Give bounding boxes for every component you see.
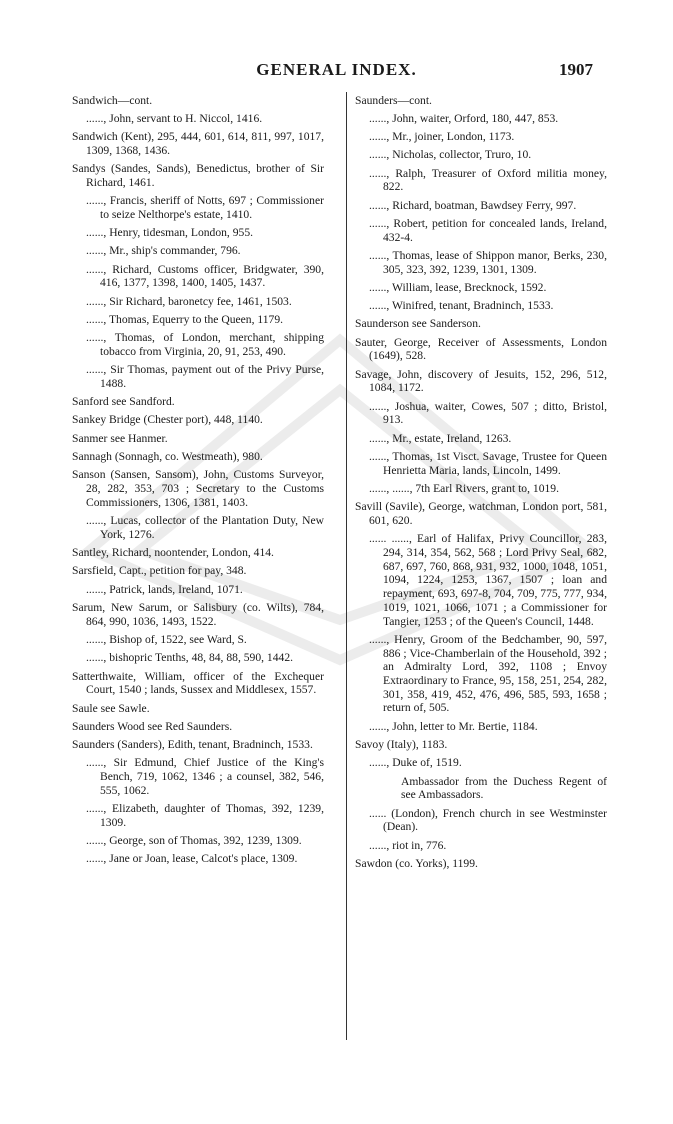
index-entry: Sarum, New Sarum, or Salisbury (co. Wilts), 784, 864, 990, 1036, 1493, 1522.	[72, 600, 324, 628]
index-entry: Sankey Bridge (Chester port), 448, 1140.	[72, 413, 263, 427]
index-subentry: ......, Winifred, tenant, Bradninch, 1533.	[369, 299, 554, 313]
index-subentry: ......, William, lease, Brecknock, 1592.	[369, 280, 547, 294]
index-entry: Sanford see Sandford.	[72, 395, 175, 409]
index-entry: Sawdon (co. Yorks), 1199.	[355, 856, 478, 870]
index-subentry: ......, Thomas, 1st Visct. Savage, Trustee for Queen Henrietta Maria, lands, Lincoln, 1499.	[369, 450, 607, 477]
index-subentry: ......, ......, 7th Earl Rivers, grant to, 1019.	[369, 482, 559, 496]
index-subentry: ......, Thomas, of London, merchant, shipping tobacco from Virginia, 20, 91, 253, 490.	[86, 331, 324, 358]
index-subentry: ......, Richard, boatman, Bawdsey Ferry, 997.	[369, 198, 577, 212]
index-subentry: ......, Bishop of, 1522, see Ward, S.	[86, 632, 247, 646]
continuation-heading: Sandwich—cont.	[72, 94, 153, 107]
index-subentry: ......, George, son of Thomas, 392, 1239, 1309.	[86, 834, 302, 848]
index-subentry: ......, Henry, Groom of the Bedchamber, 90, 597, 886 ; Vice-Chamberlain of the Household, 392 ; an Admiralty Lord, 392, 1108 ; Envoy Extraordinary to France, 95, 158, 251, 254, 282, 301, 358, 419, 452, 476, 496, 585, 593, 1658 ; return of, 505.	[369, 632, 607, 715]
index-entry: Saunders Wood see Red Saunders.	[72, 719, 233, 733]
index-subentry: ......, Robert, petition for concealed lands, Ireland, 432-4.	[369, 216, 607, 244]
index-entry: Sanson (Sansen, Sansom), John, Customs Surveyor, 28, 282, 353, 703 ; Secretary to the Customs Commissioners, 1306, 1381, 1403.	[72, 468, 324, 509]
index-subentry: ......, Sir Thomas, payment out of the Privy Purse, 1488.	[86, 363, 324, 390]
index-entry: Sarsfield, Capt., petition for pay, 348.	[72, 564, 247, 578]
index-entry: Sauter, George, Receiver of Assessments, London (1649), 528.	[355, 335, 607, 363]
index-entry: Savage, John, discovery of Jesuits, 152, 296, 512, 1084, 1172.	[355, 367, 607, 395]
running-header-title: GENERAL INDEX.	[256, 60, 417, 79]
index-subentry: ......, Elizabeth, daughter of Thomas, 392, 1239, 1309.	[86, 802, 324, 829]
index-subentry: ......, riot in, 776.	[369, 838, 447, 852]
index-subentry: ......, Sir Edmund, Chief Justice of the King's Bench, 719, 1062, 1346 ; a counsel, 382, 546, 555, 1062.	[86, 756, 324, 797]
index-subentry: ......, Richard, Customs officer, Bridgwater, 390, 416, 1377, 1398, 1400, 1405, 1437.	[86, 262, 324, 290]
index-subentry: ......, Lucas, collector of the Plantation Duty, New York, 1276.	[86, 514, 324, 541]
index-subentry: ......, Ralph, Treasurer of Oxford militia money, 822.	[369, 166, 607, 194]
right-index-column	[355, 94, 607, 875]
index-subentry: ......, John, servant to H. Niccol, 1416.	[86, 111, 263, 125]
index-subentry: ......, Patrick, lands, Ireland, 1071.	[86, 582, 243, 596]
index-subentry: ......, Nicholas, collector, Truro, 10.	[369, 148, 532, 162]
index-entry: Sandys (Sandes, Sands), Benedictus, brother of Sir Richard, 1461.	[72, 162, 324, 189]
continuation-heading: Saunders—cont.	[355, 94, 432, 107]
index-subentry: ......, bishopric Tenths, 48, 84, 88, 590, 1442.	[86, 651, 294, 665]
index-entry: Sanmer see Hanmer.	[72, 431, 168, 445]
index-subentry: ......, John, waiter, Orford, 180, 447, 853.	[369, 111, 559, 125]
index-entry: Saunderson see Sanderson.	[355, 317, 481, 331]
index-entry: Sandwich (Kent), 295, 444, 601, 614, 811, 997, 1017, 1309, 1368, 1436.	[72, 130, 324, 157]
index-subentry: ......, Duke of, 1519.	[369, 756, 462, 770]
index-subentry: Ambassador from the Duchess Regent of see Ambassadors.	[401, 774, 607, 802]
index-subentry: ......, John, letter to Mr. Bertie, 1184.	[369, 719, 538, 733]
index-subentry: ......, Thomas, lease of Shippon manor, Berks, 230, 305, 323, 392, 1239, 1301, 1309.	[369, 248, 607, 276]
left-index-column	[72, 94, 324, 871]
index-subentry: ......, Henry, tidesman, London, 955.	[86, 226, 254, 239]
page-number: 1907	[559, 60, 593, 79]
index-subentry: ......, Sir Richard, baronetcy fee, 1461, 1503.	[86, 294, 292, 308]
index-entry: Satterthwaite, William, officer of the Exchequer Court, 1540 ; lands, Sussex and Middlesex, 1557.	[72, 669, 324, 697]
index-subentry: ......, Francis, sheriff of Notts, 697 ; Commissioner to seize Nelthorpe's estate, 1410.	[86, 194, 324, 221]
index-subentry: ...... (London), French church in see Westminster (Dean).	[369, 806, 607, 834]
index-subentry: ......, Mr., joiner, London, 1173.	[369, 130, 515, 143]
index-subentry: ...... ......, Earl of Halifax, Privy Councillor, 283, 294, 314, 354, 562, 568 ; Lord Privy Seal, 682, 687, 697, 760, 868, 931, 932, 1000, 1048, 1051, 1094, 1224, 1253, 1367, 1507 ; loan and repayment, 693, 697-8, 704, 709, 775, 777, 934, 1019, 1021, 1066, 1071 ; a Commissioner for Tangier, 1253 ; of the Queen's Council, 1448.	[369, 532, 607, 628]
index-subentry: ......, Joshua, waiter, Cowes, 507 ; ditto, Bristol, 913.	[369, 399, 607, 427]
index-entry: Savill (Savile), George, watchman, London port, 581, 601, 620.	[355, 500, 607, 528]
index-entry: Saunders (Sanders), Edith, tenant, Bradninch, 1533.	[72, 738, 313, 752]
index-entry: Sannagh (Sonnagh, co. Westmeath), 980.	[72, 450, 263, 464]
index-subentry: ......, Jane or Joan, lease, Calcot's place, 1309.	[86, 852, 298, 866]
index-subentry: ......, Mr., ship's commander, 796.	[86, 244, 241, 258]
index-entry: Savoy (Italy), 1183.	[355, 738, 448, 751]
index-entry: Santley, Richard, noontender, London, 414.	[72, 546, 274, 560]
column-divider	[346, 92, 347, 1040]
index-subentry: ......, Thomas, Equerry to the Queen, 1179.	[86, 312, 284, 326]
index-entry: Saule see Sawle.	[72, 701, 150, 715]
index-subentry: ......, Mr., estate, Ireland, 1263.	[369, 431, 512, 445]
